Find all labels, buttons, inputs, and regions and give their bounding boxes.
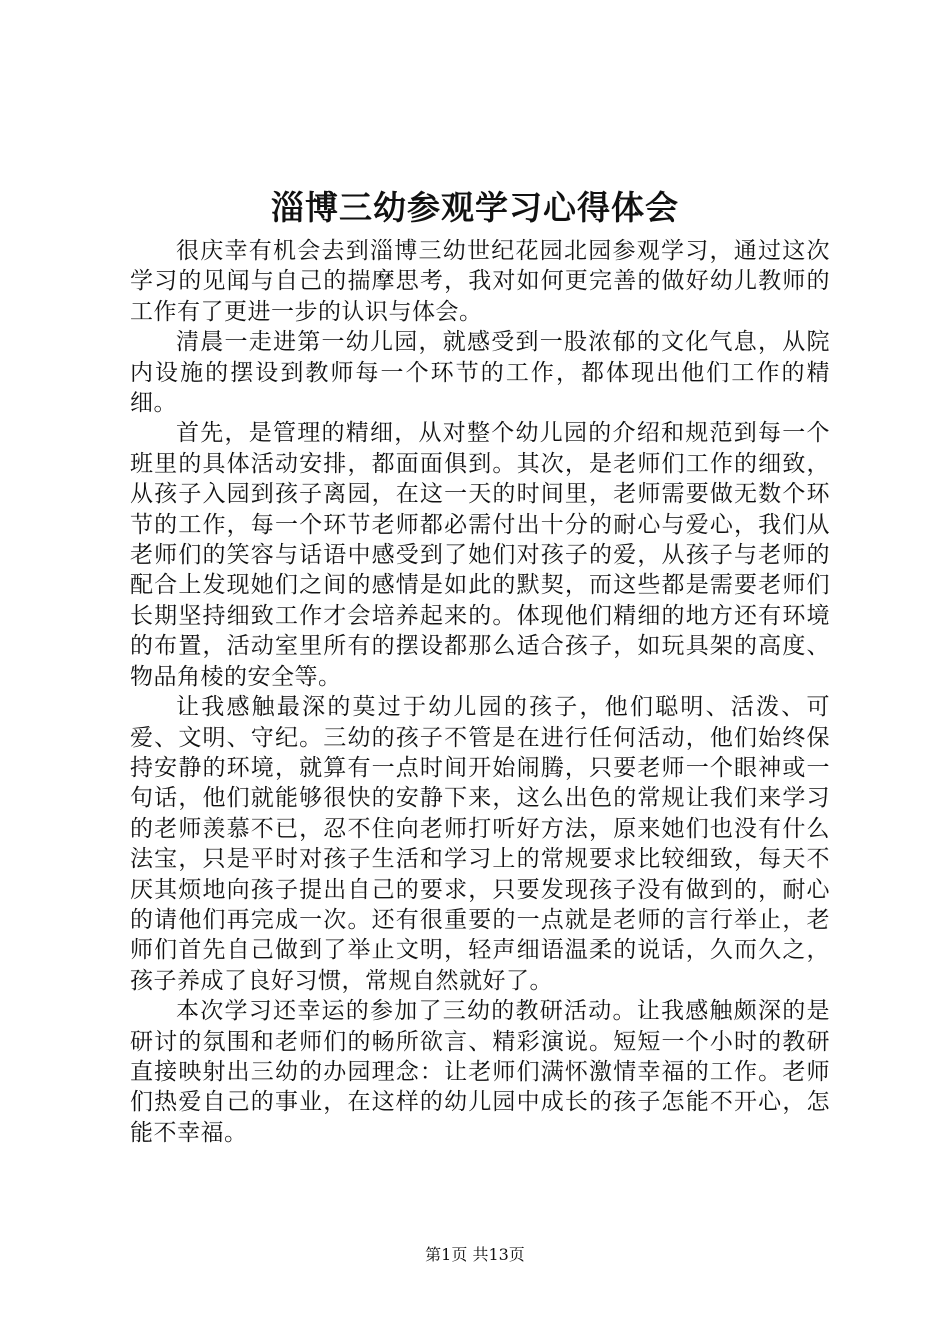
paragraph-management: 首先，是管理的精细，从对整个幼儿园的介绍和规范到每一个班里的具体活动安排，都面面俱到。其次，是老师们工作的细致，从孩子入园到孩子离园，在这一天的时间里，老师需要做无数个环节的工作，每一个环节老师都必需付出十分的耐心与爱心，我们从老师们的笑容与话语中感受到了她们对孩子的爱，从孩子与老师的配合上发现她们之间的感情是如此的默契，而这些都是需要老师们长期坚持细致工作才会培养起来的。体现他们精细的地方还有环境的布置，活动室里所有的摆设都那么适合孩子，如玩具架的高度、物品角棱的安全等。 [130,420,830,690]
paragraph-intro: 很庆幸有机会去到淄博三幼世纪花园北园参观学习，通过这次学习的见闻与自己的揣摩思考，我对如何更完善的做好幼儿教师的工作有了更进一步的认识与体会。 [130,238,830,325]
document-body [130,236,830,1148]
page-number: 第1页 共13页 [425,1245,525,1264]
page-title: 淄博三幼参观学习心得体会 [271,188,679,227]
paragraph-children: 让我感触最深的莫过于幼儿园的孩子，他们聪明、活泼、可爱、文明、守纪。三幼的孩子不管是在进行任何活动，他们始终保持安静的环境，就算有一点时间开始闹腾，只要老师一个眼神或一句话，他们就能够很快的安静下来，这么出色的常规让我们来学习的老师羡慕不已，忍不住向老师打听好方法，原来她们也没有什么法宝，只是平时对孩子生活和学习上的常规要求比较细致，每天不厌其烦地向孩子提出自己的要求，只要发现孩子没有做到的，耐心的请他们再完成一次。还有很重要的一点就是老师的言行举止，老师们首先自己做到了举止文明，轻声细语温柔的说话，久而久之，孩子养成了良好习惯，常规自然就好了。 [130,694,830,994]
paragraph-research: 本次学习还幸运的参加了三幼的教研活动。让我感触颇深的是研讨的氛围和老师们的畅所欲言、精彩演说。短短一个小时的教研直接映射出三幼的办园理念：让老师们满怀激情幸福的工作。老师们热爱自己的事业，在这样的幼儿园中成长的孩子怎能不开心，怎能不幸福。 [130,998,830,1146]
paragraph-morning: 清晨一走进第一幼儿园，就感受到一股浓郁的文化气息，从院内设施的摆设到教师每一个环节的工作，都体现出他们工作的精细。 [130,329,830,417]
